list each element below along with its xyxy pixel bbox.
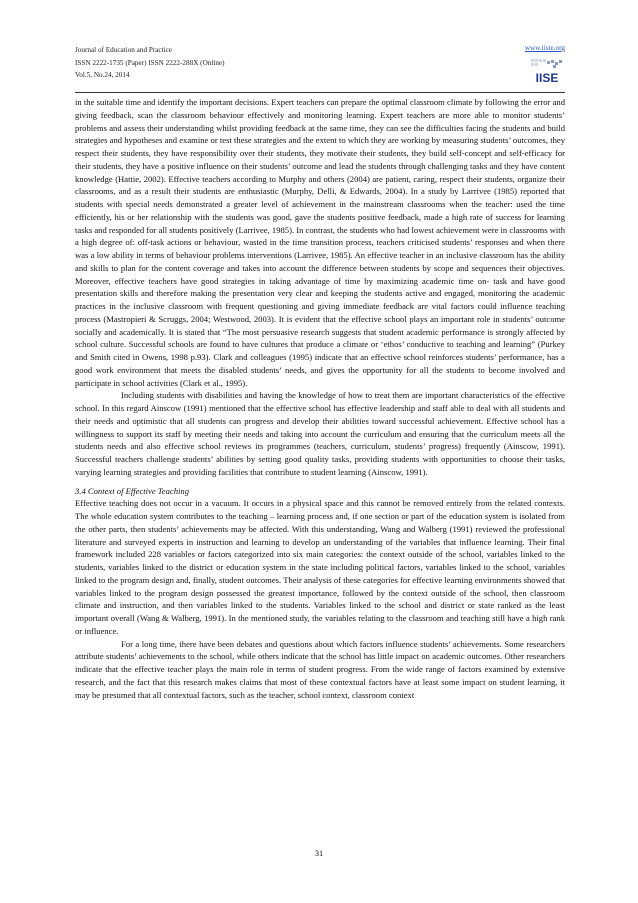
paragraph-effective-teachers: in the suitable time and identify the important decisions. Expert teachers can prepare the optimal classroom climate by following the error and giving feedback, scan the classroom behaviour effectively and monitoring learning. Expert teachers are more able to monitor students’ problems and assess their understanding whilst providing feedback at the same time, they can see the difficulties facing the students and build strategies and hypotheses and examine or test these strategies and the extent to which they are working by measuring students’ outcomes, they respect their students, they have responsibility over their students, they motivate their students, they build self-concept and self-efficacy for their students, they have a positive influence on their students’ outcome and lead the students through challenging tasks and they have content knowledge (Hattie, 2002). Effective teachers according to Murphy and others (2004) are patient, caring, respect their students, organize their classrooms, and as a result their students are enthusiastic (Murphy, Delli, & Edwards, 2004). In a study by Larrivee (1985) reported that students with special needs demonstrated a greater level of achievement in the mainstream classrooms when the teacher: used the time efficiently, his or her relationship with the students was good, gave the students positive feedback, made a high rate of success for learning tasks and responded for all students positively (Larrivee, 1985). In contrast, the students who had lowest achievement were in classrooms with a high degree of: off-task actions or behaviour, wasted in the time transition process, teachers criticised students’ responses and when there was a low ability in terms of behaviour problems interventions (Larrivee, 1985). An effective teacher in an inclusive classroom has the ability and skills to plan for the content coverage and takes into account the difference between students by scope and sequences their objectives. Moreover, effective teachers have good strategies in taking advantage of time by maximizing academic time on- task and have good presentation skills and therefore making the presentation very clear and keeping the students active and engaged, monitoring the academic practices in the inclusive classroom with frequent questioning and giving immediate feedback are vital factors could influence teaching process (Mastropieri & Scruggs, 2004; Westwood, 2003). It is evident that the effective school plays an important role in students’ outcome socially and academically. It is stated that “The most persuasive research suggests that student academic performance is strongly affected by school culture. Successful schools are found to have cultures that produce a climate or ‘ethos’ conductive to teaching and learning” (Purkey and Smith cited in Owens, 1998 p.93). Clark and colleagues (1995) indicate that an effective school reinforces students’ performance, has a good work environment that meets the disabled students’ needs, and gives the opportunity for all the students to become involved and participate in school activities (Clark et al., 1995). xyxy=(75,97,565,388)
journal-title: Journal of Education and Practice xyxy=(75,46,172,54)
issn-line: ISSN 2222-1735 (Paper) ISSN 2222-288X (Online) xyxy=(75,58,225,67)
journal-header xyxy=(75,44,565,92)
paragraph-effective-school: Including students with disabilities and having the knowledge of how to treat them are important characteristics of the effective school. In this regard Ainscow (1991) mentioned that the effective school has effective leadership and staff able to deal with all students and their needs and optimistic that all students can progress and develop their abilities toward successful achievement. Effective school has a willingness to support its staff by meeting their needs and taking into account the curriculum and ensuring that the curriculum meets all the students needs and also effective school reviews its programmes (teachers, curriculum, students’ progress) frequently (Ainscow, 1991). Successful teachers challenge students’ abilities by setting good quality tasks, providing students with opportunities to choose their tasks, varying learning strategies and providing facilities that contribute to student learning (Ainscow, 1991). xyxy=(75,390,565,477)
logo-text: IISE xyxy=(535,71,559,85)
section-heading: 3.4 Context of Effective Teaching xyxy=(75,485,190,496)
page-number: 31 xyxy=(314,849,324,858)
journal-url-link[interactable]: www.iiste.org xyxy=(524,44,565,52)
header-divider xyxy=(75,92,565,93)
volume-line: Vol.5, No.24, 2014 xyxy=(75,71,130,80)
iiste-logo xyxy=(529,57,565,85)
paragraph-debates: For a long time, there have been debates and questions about which factors influence students’ achievements. Some researchers attribute students’ achievements to the school, while others indicate that the school has little impact on academic outcomes. Other researchers indicate that the effective teacher plays the main role in terms of student progress. From the wide range of factors examined by extensive research, and the fact that this research makes claims that most of these contextual factors have at least some impact on student learning, it may be presumed that all contextual factors, such as the teacher, school context, classroom context xyxy=(75,638,565,700)
article-body xyxy=(75,96,565,701)
paragraph-context: Effective teaching does not occur in a vacuum. It occurs in a physical space and this cannot be removed entirely from the related contexts. The whole education system contributes to the teaching – learning process and, if one section or part of the education system is isolated from the other parts, then students’ achievements may be affected. With this understanding, Wang and Walberg (1991) reviewed the professional literature and surveyed experts in instruction and learning to develop an understanding of the variables that influence learning. Their final framework included 228 variables or factors categorized into six main categories: the context outside of the school, variables linked to the students, variables linked to the district or education system in the state including political factors, variables linked to the school, variables linked to the program design and, finally, student outcomes. Their analysis of these categories for effective learning environments showed that variables linked to the program design possessed the greatest importance, followed by the context outside of the school, then classroom climate and instruction, and then variables linked to the students. Variables linked to the school and district or state ranked as the least important overall (Wang & Walberg, 1991). In the mentioned study, the variables relating to the classroom and teaching still have a high rank or influence. xyxy=(75,498,565,636)
